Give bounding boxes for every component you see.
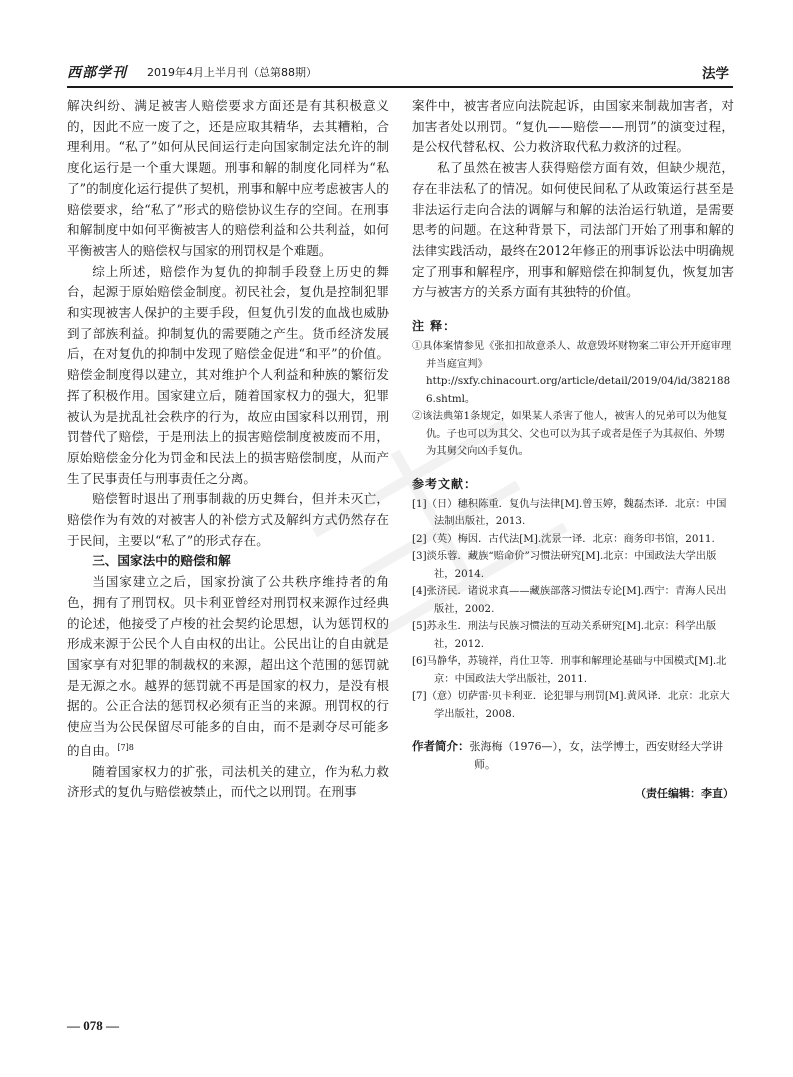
- body-paragraph: 随着国家权力的扩张，司法机关的建立，作为私力救济形式的复仇与赔偿被禁止，而代之以刑罚。在刑事: [67, 763, 389, 800]
- page-number: — 078 —: [67, 1018, 119, 1033]
- section-label: 法学: [702, 66, 729, 82]
- reference-item: [2]（英）梅因．古代法[M].沈景一译．北京：商务印书馆，2011.: [412, 532, 715, 545]
- body-paragraph: 私了虽然在被害人获得赔偿方面有效，但缺少规范，存在非法私了的情况。如何使民间私了从政策运行甚至是非法运行走向合法的调解与和解的法治运行轨道，是需要思考的问题。在这种背景下，司法部门开始了刑事和解的法律实践活动，最终在2012年修正的刑事诉讼法中明确规定了刑事和解程序，刑事和解赔偿在抑制复仇，恢复加害方与被害方的关系方面有其独特的价值。: [412, 160, 734, 300]
- author-bio-text: 张海梅（1976—），女，法学博士，西安财经大学讲师。: [469, 740, 723, 772]
- author-bio: [412, 737, 734, 774]
- notes-heading: 注 释：: [412, 319, 457, 334]
- responsible-editor: （责任编辑：李直）: [635, 787, 734, 801]
- note-item: ②该法典第1条规定，如果某人杀害了他人，被害人的兄弟可以为他复仇。子也可以为其父、父也可以为其子或者是侄子为其叔伯、外甥为其舅父向凶手复仇。: [412, 410, 728, 458]
- body-paragraph: 综上所述，赔偿作为复仇的抑制手段登上历史的舞台，起源于原始赔偿金制度。初民社会，复仇是控制犯罪和实现被害人保护的主要手段，但复仇引发的血战也威胁到了部族利益。抑制复仇的需要随之产生。货币经济发展后，在对复仇的抑制中发现了赔偿金促进“和平”的价值。赔偿金制度得以建立，其对维护个人利益和种族的繁衍发挥了积极作用。国家建立后，随着国家权力的强大，犯罪被认为是扰乱社会秩序的行为，故应由国家科以刑罚，刑罚替代了赔偿，于是刑法上的损害赔偿制度被废而不用，原始赔偿金分化为罚金和民法上的损害赔偿制度，从而产生了民事责任与刑事责任之分离。: [67, 263, 389, 486]
- section-heading: 三、国家法中的赔偿和解: [92, 553, 231, 569]
- journal-logo: 西部学刊: [67, 65, 127, 81]
- reference-item: [7]（意）切萨雷·贝卡利亚．论犯罪与刑罚[M].黄风译．北京：北京大学出版社，2008.: [412, 690, 730, 720]
- references-list: [412, 496, 734, 724]
- citation-marker: [7]8: [117, 742, 134, 752]
- body-paragraph: 案件中，被害者应向法院起诉，由国家来制裁加害者，对加害者处以刑罚。“复仇——赔偿——刑罚”的演变过程，是公权代替私权、公力救济取代私力救济的过程。: [412, 98, 734, 155]
- paragraph-text: 当国家建立之后，国家扮演了公共秩序维持者的角色，拥有了刑罚权。贝卡利亚曾经对刑罚权来源作过经典的论述，他接受了卢梭的社会契约论思想，认为惩罚权的形成来源于公民个人自由权的出让。公民出让的自由就是国家享有对犯罪的制裁权的来源，超出这个范围的惩罚就是无源之水。越界的惩罚就不再是国家的权力，是没有根据的。公正合法的惩罚权必须有正当的来源。刑罚权的行使应当为公民保留尽可能多的自由，而不是剥夺尽可能多的自由。: [67, 574, 389, 758]
- reference-item: [1]（日）穗积陈重．复仇与法律[M].曾玉婷，魏磊杰译．北京：中国法制出版社，2013.: [412, 497, 727, 528]
- references-heading: 参考文献：: [412, 476, 478, 491]
- author-bio-label: 作者简介：: [412, 739, 470, 754]
- note-item: ①具体案情参见《张扣扣故意杀人、故意毁坏财物案二审公开开庭审理并当庭宣判》http://sxfy.chinacourt.org/article/detail/2019/04/id/3821886.shtml。: [412, 340, 732, 405]
- reference-item: [5]苏永生．刑法与民族习惯法的互动关系研究[M].北京：科学出版社，2012.: [412, 620, 717, 650]
- body-paragraph: 解决纠纷、满足被害人赔偿要求方面还是有其积极意义的，因此不应一废了之，还是应取其精华，去其糟粕，合理利用。“私了”如何从民间运行走向国家制定法允许的制度化运行是一个重大课题。刑事和解的制度化同样为“私了”的制度化运行提供了契机，刑事和解中应考虑被害人的赔偿要求，给“私了”形式的赔偿协议生存的空间。在刑事和解制度中如何平衡被害人的赔偿利益和公共利益，如何平衡被害人的赔偿权与国家的刑罚权是个难题。: [67, 98, 389, 258]
- left-column: [67, 96, 389, 803]
- right-column: [412, 96, 734, 801]
- reference-item: [4]张济民．诸说求真——藏族部落习惯法专论[M].西宁：青海人民出版社，2002.: [412, 585, 727, 615]
- header-rule: [67, 86, 733, 88]
- reference-item: [6]马静华，苏镜祥，肖仕卫等．刑事和解理论基础与中国模式[M].北京：中国政法大学出版社，2011.: [412, 655, 727, 685]
- issue-info: 2019年4月上半月刊（总第88期）: [147, 66, 317, 79]
- reference-item: [3]淡乐蓉．藏族“赔命价”习惯法研究[M].北京：中国政法大学出版社，2014.: [412, 550, 717, 580]
- body-paragraph: 赔偿暂时退出了刑事制裁的历史舞台，但并未灭亡，赔偿作为有效的对被害人的补偿方式及解纠方式仍然存在于民间，主要以“私了”的形式存在。: [67, 491, 389, 548]
- body-paragraph: [67, 572, 389, 762]
- notes-list: [412, 338, 734, 461]
- page-header: [67, 60, 733, 82]
